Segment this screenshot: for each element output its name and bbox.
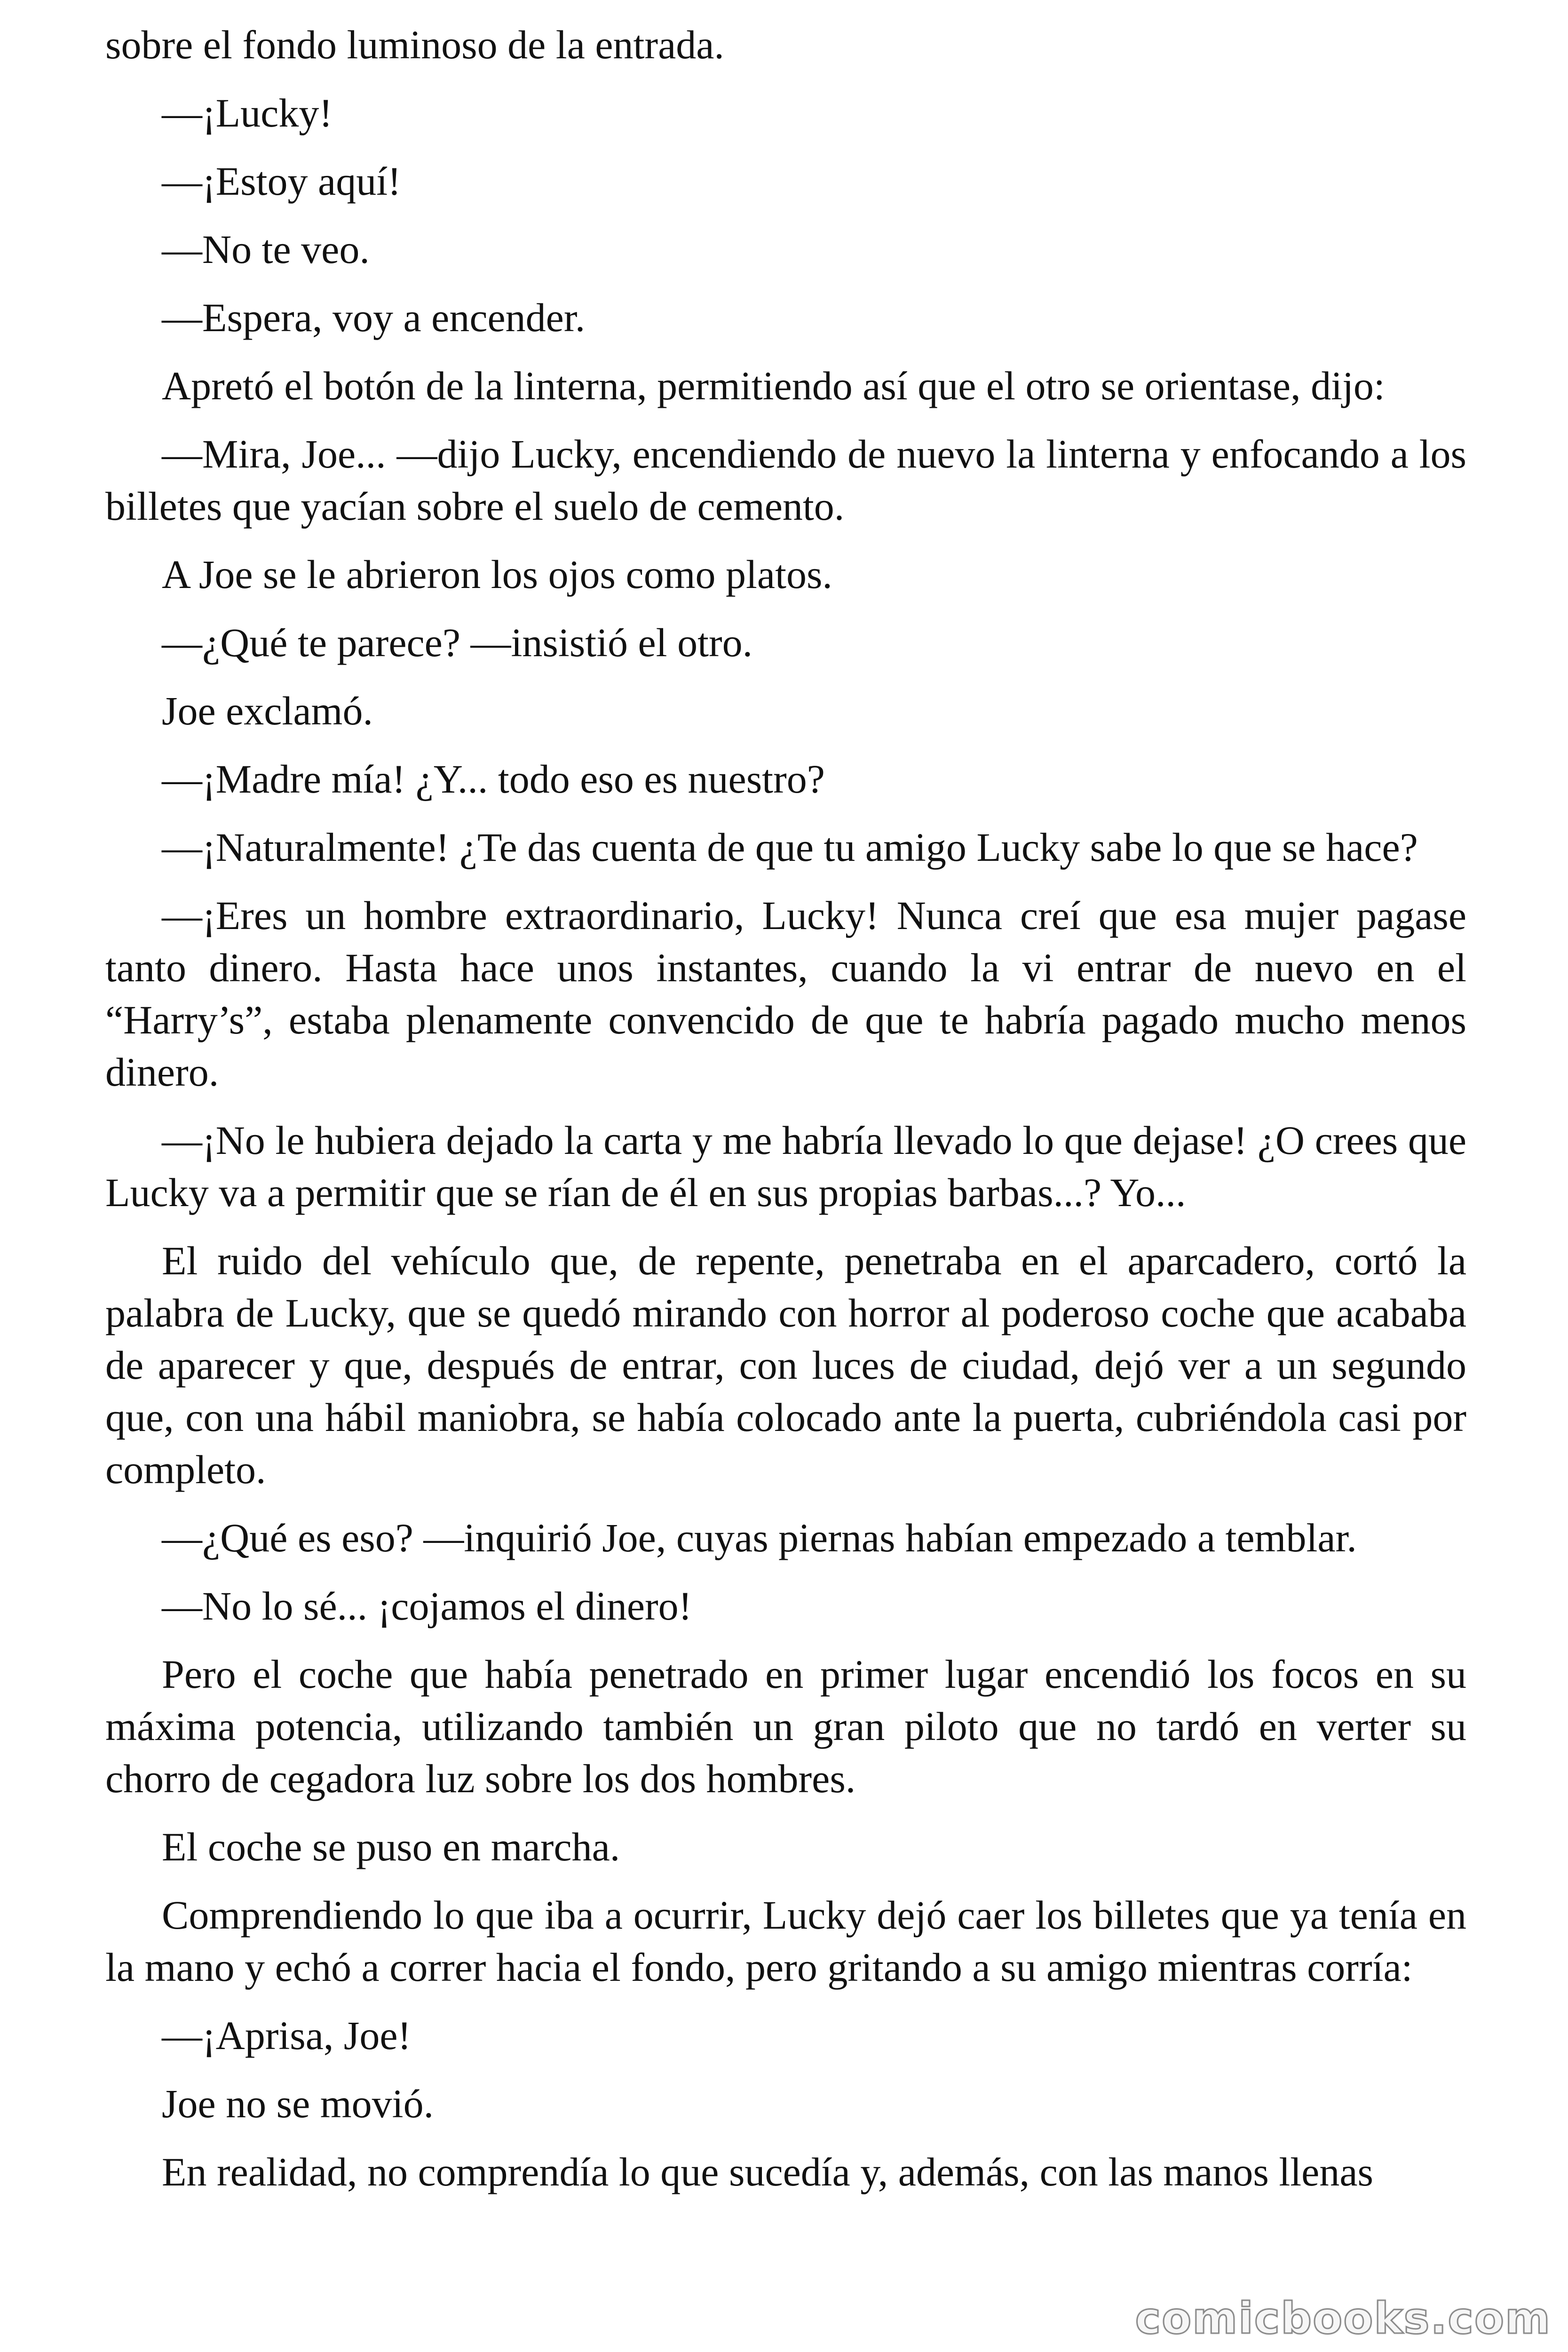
paragraph: —¡Madre mía! ¿Y... todo eso es nuestro? [162, 756, 825, 802]
paragraph: —¡Lucky! [162, 90, 333, 135]
paragraph: —¡Estoy aquí! [162, 159, 401, 204]
page-text [105, 19, 1466, 2214]
paragraph: —No te veo. [162, 227, 370, 272]
paragraph: —¡Naturalmente! ¿Te das cuenta de que tu amigo Lucky sabe lo que se hace? [162, 825, 1418, 870]
paragraph: sobre el fondo luminoso de la entrada. [105, 22, 724, 67]
paragraph: —¿Qué te parece? —insistió el otro. [162, 620, 753, 665]
paragraph: —No lo sé... ¡cojamos el dinero! [162, 1583, 692, 1629]
paragraph: —Mira, Joe... —dijo Lucky, encendiendo de nuevo la linterna y enfocando a los billetes que yacían sobre el suelo de cemento. [105, 431, 1466, 529]
watermark: comicbooks.com [1135, 2293, 1551, 2344]
paragraph: En realidad, no comprendía lo que sucedía y, además, con las manos llenas [162, 2149, 1373, 2194]
paragraph: El ruido del vehículo que, de repente, penetraba en el aparcadero, cortó la palabra de Lucky, que se quedó mirando con horror al poderoso coche que acababa de aparecer y que, después de entrar, con luces de ciudad, dejó ver a un segundo que, con una hábil maniobra, se había colocado ante la puerta, cubriéndola casi por completo. [105, 1238, 1466, 1492]
paragraph: Joe exclamó. [162, 688, 373, 733]
paragraph: Joe no se movió. [162, 2081, 434, 2126]
paragraph: —¡No le hubiera dejado la carta y me habría llevado lo que dejase! ¿O crees que Lucky va a permitir que se rían de él en sus propias barbas...? Yo... [105, 1118, 1466, 1215]
paragraph: —Espera, voy a encender. [162, 295, 586, 340]
paragraph: —¡Aprisa, Joe! [162, 2013, 412, 2058]
paragraph: Comprendiendo lo que iba a ocurrir, Lucky dejó caer los billetes que ya tenía en la mano y echó a correr hacia el fondo, pero gritando a su amigo mientras corría: [105, 1892, 1466, 1990]
paragraph: Apretó el botón de la linterna, permitiendo así que el otro se orientase, dijo: [162, 363, 1385, 408]
paragraph: —¿Qué es eso? —inquirió Joe, cuyas piernas habían empezado a temblar. [162, 1515, 1357, 1560]
paragraph: A Joe se le abrieron los ojos como platos. [162, 552, 832, 597]
paragraph: Pero el coche que había penetrado en primer lugar encendió los focos en su máxima potencia, utilizando también un gran piloto que no tardó en verter su chorro de cegadora luz sobre los dos hombres. [105, 1652, 1466, 1801]
paragraph: —¡Eres un hombre extraordinario, Lucky! Nunca creí que esa mujer pagase tanto dinero. Hasta hace unos instantes, cuando la vi entrar de nuevo en el “Harry’s”, estaba plenamente convencido de que te habría pagado mucho menos dinero. [105, 893, 1466, 1095]
paragraph: El coche se puso en marcha. [162, 1824, 620, 1869]
